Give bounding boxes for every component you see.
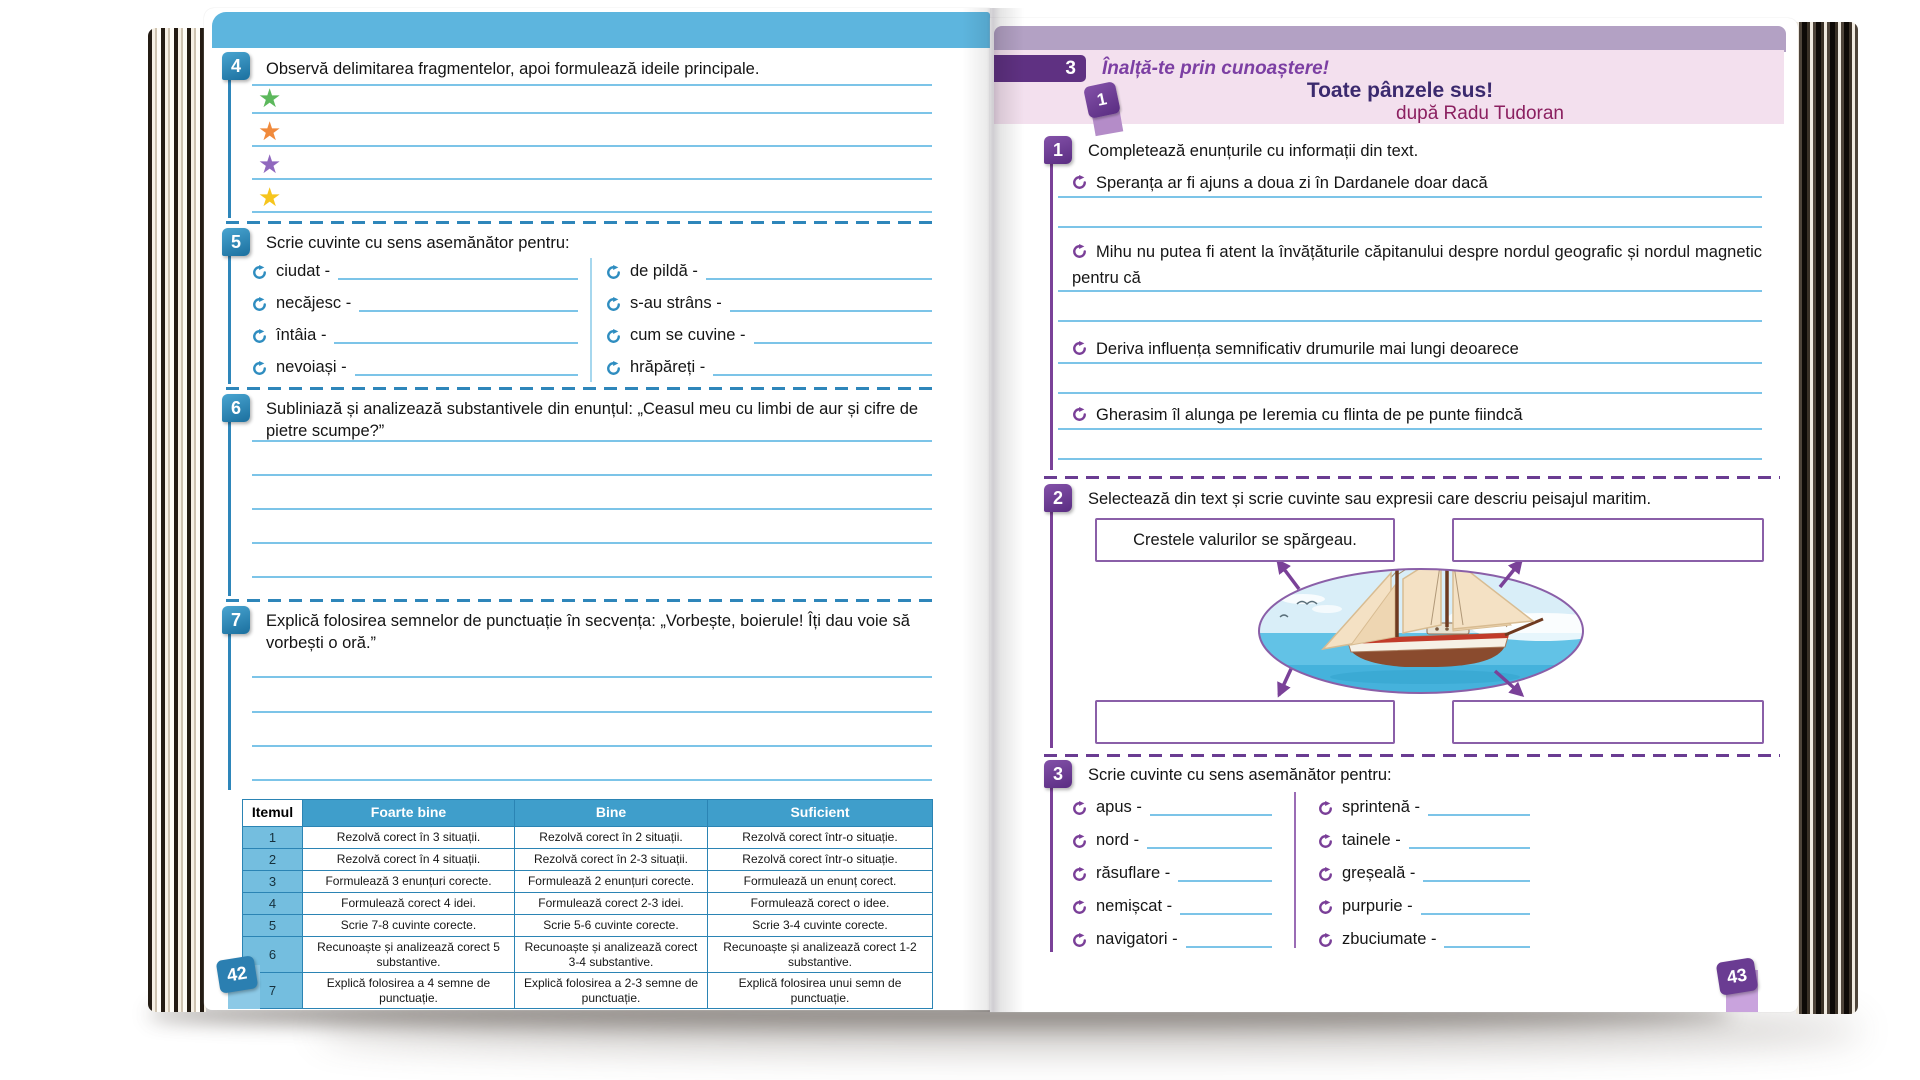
answer-blank — [338, 278, 578, 280]
sentence-stem: Gherasim îl alunga pe Ieremia cu flinta de pe punte fiindcă — [1096, 406, 1523, 424]
rubric-header-cell: Suficient — [708, 800, 933, 827]
answer-blank — [355, 374, 578, 376]
synonym-item — [606, 288, 932, 314]
word-label: nord - — [1096, 831, 1140, 850]
expression-text: Crestele valurilor se spărgeau. — [1133, 530, 1357, 549]
page-number: 43 — [1725, 964, 1749, 988]
rubric-row — [243, 871, 933, 893]
star-orange-icon: ★ — [258, 117, 282, 147]
exercise-number: 7 — [230, 609, 241, 630]
rubric-item-cell: 2 — [243, 849, 303, 871]
answer-line — [252, 211, 932, 213]
answer-blank — [1423, 880, 1530, 882]
answer-line — [252, 779, 932, 781]
word-label: necăjesc - — [276, 294, 352, 313]
arrow-bullet-icon — [1318, 900, 1333, 915]
star-green-icon: ★ — [258, 84, 282, 114]
exercise-4-badge — [222, 52, 250, 80]
left-page-header-bar — [212, 12, 990, 48]
exercise-number: 5 — [230, 231, 241, 252]
answer-line — [1058, 320, 1762, 322]
exercise-rule-line — [1050, 512, 1053, 748]
answer-line — [1058, 362, 1762, 364]
word-label: navigatori - — [1096, 930, 1178, 949]
arrow-bullet-icon — [1072, 341, 1087, 356]
rubric-row — [243, 915, 933, 937]
synonym-item — [1072, 924, 1272, 950]
answer-line — [252, 711, 932, 713]
synonym-item — [1318, 891, 1530, 917]
sentence-stem: Mihu nu putea fi atent la învățăturile căpitanului despre nordul geografic și nordul magnetic pentru că — [1072, 243, 1762, 287]
word-label: ciudat - — [276, 262, 331, 281]
section-divider — [1044, 476, 1780, 479]
completion-item — [1072, 240, 1762, 291]
completion-item — [1072, 338, 1762, 360]
rubric-cell: Formulează corect 2-3 idei. — [515, 893, 708, 915]
word-label: sprintenă - — [1342, 798, 1420, 817]
arrow-bullet-icon — [252, 297, 267, 312]
answer-line — [252, 576, 932, 578]
answer-line — [252, 542, 932, 544]
exercise-2-badge — [1044, 484, 1072, 512]
exercise-1-title: Completează enunțurile cu informații din text. — [1088, 142, 1419, 160]
synonym-item — [252, 256, 578, 282]
exercise-6-title: Subliniază și analizează substantivele din enunțul: „Ceasul meu cu limbi de aur și cifre de pietre scumpe?” — [266, 400, 919, 441]
column-divider — [1294, 792, 1296, 948]
rubric-row — [243, 827, 933, 849]
rubric-cell: Recunoaște și analizează corect 1-2 substantive. — [708, 937, 933, 973]
answer-blank — [730, 310, 932, 312]
expression-box-empty — [1452, 700, 1764, 744]
arrow-bullet-icon — [1072, 900, 1087, 915]
exercise-rule-line — [1050, 164, 1053, 470]
word-label: hrăpăreți - — [630, 358, 706, 377]
word-label: de pildă - — [630, 262, 698, 281]
star-purple-icon: ★ — [258, 150, 282, 180]
sentence-stem: Deriva influența semnificativ drumurile mai lungi deoarece — [1096, 340, 1519, 358]
arrow-bullet-icon — [1072, 407, 1087, 422]
rubric-header-row — [243, 800, 933, 827]
rubric-item-cell: 3 — [243, 871, 303, 893]
word-label: nemișcat - — [1096, 897, 1173, 916]
right-page-stack-edge — [1796, 22, 1858, 1014]
exercise-number: 6 — [230, 397, 241, 418]
page-number-badge — [1716, 957, 1759, 996]
arrow-bullet-icon — [606, 361, 621, 376]
exercise-4-title: Observă delimitarea fragmentelor, apoi formulează ideile principale. — [266, 60, 760, 78]
arrow-bottom-left-icon — [1279, 669, 1291, 695]
rubric-row — [243, 849, 933, 871]
section-divider — [1044, 754, 1780, 757]
rubric-cell: Formulează 3 enunțuri corecte. — [303, 871, 515, 893]
rubric-cell: Rezolvă corect în 3 situații. — [303, 827, 515, 849]
exercise-number: 1 — [1052, 139, 1063, 160]
answer-blank — [334, 342, 578, 344]
answer-line — [252, 112, 932, 114]
answer-line — [1058, 428, 1762, 430]
column-divider — [590, 258, 592, 382]
expression-box-filled — [1095, 518, 1395, 562]
assessment-rubric-table — [242, 799, 933, 1009]
exercise-7-title: Explică folosirea semnelor de punctuație în secvența: „Vorbește, boierule! Îți dau voie să vorbești o oră.” — [266, 612, 910, 653]
answer-blank — [1150, 814, 1272, 816]
unit-number-bar — [994, 55, 1086, 82]
rubric-row — [243, 893, 933, 915]
rubric-cell: Formulează 2 enunțuri corecte. — [515, 871, 708, 893]
exercise-number: 3 — [1052, 763, 1063, 784]
word-label: apus - — [1096, 798, 1142, 817]
synonym-item — [252, 320, 578, 346]
rubric-item-cell: 5 — [243, 915, 303, 937]
rubric-cell: Recunoaște și analizează corect 3-4 substantive. — [515, 937, 708, 973]
page-number: 42 — [225, 962, 249, 986]
completion-item — [1072, 404, 1762, 426]
answer-blank — [1444, 946, 1530, 948]
rubric-cell: Rezolvă corect într-o situație. — [708, 827, 933, 849]
synonym-item — [252, 288, 578, 314]
exercise-3-title: Scrie cuvinte cu sens asemănător pentru: — [1088, 766, 1392, 784]
answer-blank — [706, 278, 932, 280]
word-label: zbuciumate - — [1342, 930, 1437, 949]
answer-line — [1058, 226, 1762, 228]
answer-blank — [1178, 880, 1272, 882]
answer-blank — [1180, 913, 1272, 915]
answer-blank — [359, 310, 578, 312]
rubric-row — [243, 973, 933, 1009]
left-page-stack-edge — [148, 28, 206, 1012]
rubric-cell: Formulează un enunț corect. — [708, 871, 933, 893]
section-divider — [226, 387, 938, 390]
lesson-title: Toate pânzele sus! — [1306, 79, 1494, 102]
rubric-cell: Explică folosirea a 4 semne de punctuație. — [303, 973, 515, 1009]
arrow-top-left-icon — [1278, 561, 1299, 589]
synonym-item — [1072, 792, 1272, 818]
rubric-cell: Rezolvă corect în 2-3 situații. — [515, 849, 708, 871]
answer-blank — [1428, 814, 1530, 816]
rubric-cell: Rezolvă corect într-o situație. — [708, 849, 933, 871]
lesson-author: după Radu Tudoran — [1396, 103, 1564, 124]
rubric-row — [243, 937, 933, 973]
rubric-cell: Formulează corect o idee. — [708, 893, 933, 915]
section-divider — [226, 599, 938, 602]
rubric-header-cell: Foarte bine — [303, 800, 515, 827]
synonym-item — [1072, 858, 1272, 884]
word-label: tainele - — [1342, 831, 1401, 850]
arrow-bullet-icon — [1318, 933, 1333, 948]
exercise-5-title: Scrie cuvinte cu sens asemănător pentru: — [266, 234, 570, 252]
answer-line — [252, 508, 932, 510]
synonym-item — [252, 352, 578, 378]
answer-line — [1058, 196, 1762, 198]
answer-blank — [1421, 913, 1530, 915]
exercise-3-badge — [1044, 760, 1072, 788]
rubric-cell: Scrie 3-4 cuvinte corecte. — [708, 915, 933, 937]
book-shadow-soft — [320, 1010, 1860, 1050]
answer-blank — [1147, 847, 1272, 849]
rubric-item-cell: 6 — [243, 937, 303, 973]
arrow-bullet-icon — [1072, 175, 1087, 190]
arrow-bullet-icon — [606, 265, 621, 280]
arrow-bullet-icon — [606, 329, 621, 344]
answer-blank — [1409, 847, 1530, 849]
answer-line — [252, 178, 932, 180]
rubric-cell: Recunoaște și analizează corect 5 substantive. — [303, 937, 515, 973]
synonym-item — [1072, 891, 1272, 917]
exercise-rule-line — [228, 80, 231, 218]
word-label: purpurie - — [1342, 897, 1413, 916]
word-label: răsuflare - — [1096, 864, 1171, 883]
answer-blank — [1186, 946, 1272, 948]
page-number-badge — [216, 955, 259, 994]
arrow-bullet-icon — [1072, 933, 1087, 948]
arrow-bullet-icon — [252, 265, 267, 280]
exercise-number: 4 — [230, 55, 241, 76]
word-label: nevoiași - — [276, 358, 347, 377]
rubric-header-cell: Itemul — [243, 800, 303, 827]
answer-line — [1058, 458, 1762, 460]
expression-box-empty — [1452, 518, 1764, 562]
exercise-6-badge — [222, 394, 250, 422]
completion-item — [1072, 172, 1762, 194]
synonym-item — [1072, 825, 1272, 851]
answer-line — [252, 676, 932, 678]
exercise-5-badge — [222, 228, 250, 256]
arrow-bullet-icon — [1318, 834, 1333, 849]
answer-line — [1058, 290, 1762, 292]
lesson-number: 1 — [1095, 89, 1109, 110]
sentence-stem: Speranța ar fi ajuns a doua zi în Dardanele doar dacă — [1096, 174, 1488, 192]
expression-box-empty — [1095, 700, 1395, 744]
arrow-bullet-icon — [1072, 834, 1087, 849]
rubric-cell: Scrie 5-6 cuvinte corecte. — [515, 915, 708, 937]
exercise-rule-line — [228, 422, 231, 596]
synonym-item — [1318, 924, 1530, 950]
rubric-header-cell: Bine — [515, 800, 708, 827]
unit-number: 3 — [1065, 57, 1076, 79]
word-label: cum se cuvine - — [630, 326, 746, 345]
answer-line — [1058, 392, 1762, 394]
synonym-item — [606, 256, 932, 282]
exercise-7-badge — [222, 606, 250, 634]
answer-line — [252, 474, 932, 476]
rubric-cell: Scrie 7-8 cuvinte corecte. — [303, 915, 515, 937]
exercise-1-badge — [1044, 136, 1072, 164]
star-yellow-icon: ★ — [258, 183, 282, 213]
exercise-rule-line — [1050, 788, 1053, 952]
unit-tagline: Înalță-te prin cunoaștere! — [1102, 58, 1329, 79]
right-page-top-edge — [994, 26, 1786, 52]
exercise-2-title: Selectează din text și scrie cuvinte sau expresii care descriu peisajul maritim. — [1088, 490, 1652, 508]
exercise-rule-line — [228, 634, 231, 790]
synonym-item — [1318, 858, 1530, 884]
synonym-item — [1318, 792, 1530, 818]
exercise-rule-line — [228, 256, 231, 384]
rubric-item-cell: 4 — [243, 893, 303, 915]
answer-blank — [754, 342, 932, 344]
word-label: greșeală - — [1342, 864, 1416, 883]
rubric-item-cell: 7 — [243, 973, 303, 1009]
arrow-bullet-icon — [1318, 801, 1333, 816]
arrow-bullet-icon — [252, 329, 267, 344]
rubric-item-cell: 1 — [243, 827, 303, 849]
synonym-item — [606, 320, 932, 346]
arrow-bullet-icon — [606, 297, 621, 312]
arrow-bullet-icon — [1072, 244, 1087, 259]
arrow-bullet-icon — [1072, 867, 1087, 882]
rubric-cell: Rezolvă corect în 2 situații. — [515, 827, 708, 849]
synonym-item — [606, 352, 932, 378]
answer-line — [252, 145, 932, 147]
rubric-cell: Formulează corect 4 idei. — [303, 893, 515, 915]
answer-line — [252, 440, 932, 442]
synonym-item — [1318, 825, 1530, 851]
section-divider — [226, 221, 938, 224]
answer-blank — [713, 374, 932, 376]
answer-line — [252, 84, 932, 86]
rubric-cell: Explică folosirea unui semn de punctuație. — [708, 973, 933, 1009]
rubric-cell: Rezolvă corect în 4 situații. — [303, 849, 515, 871]
arrow-bullet-icon — [1072, 801, 1087, 816]
word-label: întâia - — [276, 326, 327, 345]
exercise-number: 2 — [1052, 487, 1063, 508]
word-label: s-au strâns - — [630, 294, 722, 313]
arrow-bullet-icon — [252, 361, 267, 376]
arrow-bullet-icon — [1318, 867, 1333, 882]
rubric-cell: Explică folosirea a 2-3 semne de punctuație. — [515, 973, 708, 1009]
answer-line — [252, 745, 932, 747]
